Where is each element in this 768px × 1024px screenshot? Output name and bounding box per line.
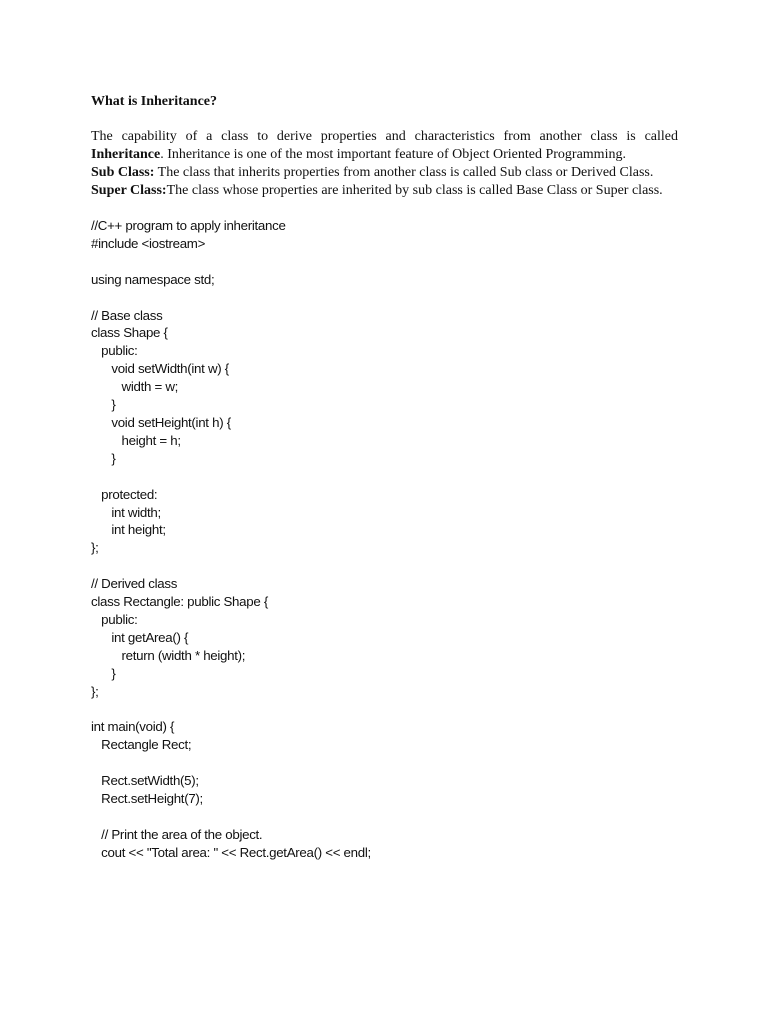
code-line: }; <box>91 540 99 556</box>
code-line: // Print the area of the object. <box>91 826 263 842</box>
code-line <box>91 700 678 718</box>
code-line <box>91 754 678 772</box>
code-line: using namespace std; <box>91 271 215 287</box>
intro-text-before: The capability of a class to derive properties and characteristics from another class is called <box>91 129 678 144</box>
code-line: return (width * height); <box>91 647 246 663</box>
code-line: protected: <box>91 486 158 502</box>
code-line: } <box>91 450 116 466</box>
code-line: Rect.setHeight(7); <box>91 791 203 806</box>
superclass-term: Super Class: <box>91 183 167 198</box>
subclass-definition <box>91 164 678 182</box>
page-title: What is Inheritance? <box>91 94 217 109</box>
code-line: cout << "Total area: " << Rect.getArea() << endl; <box>91 844 371 860</box>
intro-paragraph <box>91 128 678 164</box>
subclass-term: Sub Class: <box>91 165 155 180</box>
code-line: width = w; <box>91 379 179 395</box>
code-line <box>91 808 678 826</box>
code-listing <box>91 217 678 862</box>
code-line <box>91 468 678 486</box>
code-line: } <box>91 397 116 413</box>
code-line: //C++ program to apply inheritance <box>91 218 286 233</box>
document-page <box>91 93 678 862</box>
code-line: int width; <box>91 504 161 520</box>
code-line: int height; <box>91 522 166 538</box>
code-line <box>91 557 678 575</box>
code-line: Rect.setWidth(5); <box>91 773 199 789</box>
code-line: public: <box>91 611 138 627</box>
superclass-definition <box>91 182 678 200</box>
code-line: int getArea() { <box>91 629 189 645</box>
intro-text-after: . Inheritance is one of the most important feature of Object Oriented Programming. <box>160 147 626 162</box>
code-line: int main(void) { <box>91 719 175 735</box>
spacer <box>91 200 678 217</box>
code-line: } <box>91 665 116 681</box>
code-line: #include <iostream> <box>91 235 206 251</box>
subclass-text: The class that inherits properties from another class is called Sub class or Derived Class. <box>154 165 654 180</box>
code-line: // Derived class <box>91 576 178 592</box>
code-line: void setWidth(int w) { <box>91 361 229 377</box>
code-line: // Base class <box>91 307 163 323</box>
code-line <box>91 289 678 307</box>
intro-bold-term: Inheritance <box>91 147 161 162</box>
code-line: void setHeight(int h) { <box>91 414 231 430</box>
superclass-text: The class whose properties are inherited by sub class is called Base Class or Super class. <box>166 183 663 198</box>
code-line: public: <box>91 343 138 359</box>
code-line: class Rectangle: public Shape { <box>91 594 268 610</box>
code-line: Rectangle Rect; <box>91 737 192 753</box>
code-line: height = h; <box>91 432 181 448</box>
spacer <box>91 111 678 128</box>
code-line: class Shape { <box>91 325 168 341</box>
code-line: }; <box>91 683 99 699</box>
code-line <box>91 253 678 271</box>
